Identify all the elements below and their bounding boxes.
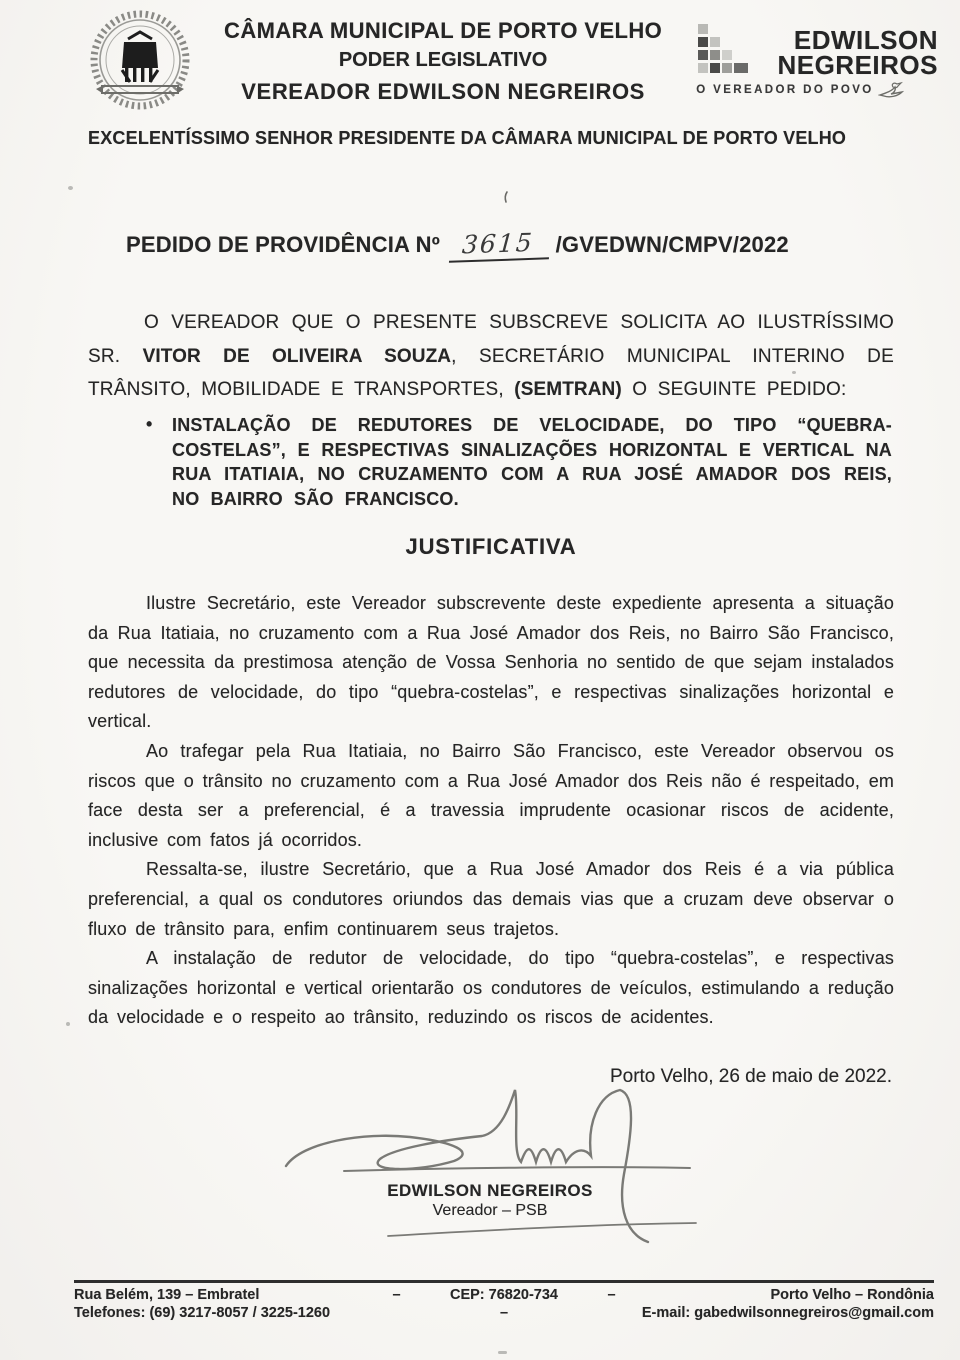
handwritten-protocol-number: 3615	[449, 227, 551, 263]
request-item-text: INSTALAÇÃO DE REDUTORES DE VELOCIDADE, DO TIPO “QUEBRA-COSTELAS”, E RESPECTIVAS SINALIZAÇÕES HORIZONTAL E VERTICAL NA RUA ITATIAIA, NO CRUZAMENTO COM A RUA JOSÉ AMADOR DOS REIS, NO BAIRRO SÃO FRANCISCO.	[172, 415, 892, 509]
agency-acronym: (SEMTRAN)	[514, 379, 622, 400]
dove-icon	[878, 81, 904, 99]
date-place-line: Porto Velho, 26 de maio de 2022.	[609, 1066, 892, 1087]
intro-text-1: O VEREADOR QUE O PRESENTE SUBSCREVE SOLICITA AO ILUSTRÍSSIMO SR.	[88, 312, 894, 367]
personal-logo	[696, 22, 938, 99]
letterhead	[84, 6, 938, 118]
scan-speck	[68, 186, 73, 190]
title-suffix: /GVEDWN/CMPV/2022	[555, 232, 789, 257]
footer-phones: Telefones: (69) 3217-8057 / 3225-1260	[74, 1305, 331, 1321]
justification-heading: JUSTIFICATIVA	[405, 534, 577, 559]
footer-cep: CEP: 76820-734	[449, 1287, 558, 1303]
request-intro-paragraph	[88, 306, 894, 407]
footer-address: Rua Belém, 139 – Embratel	[74, 1287, 260, 1303]
justification-paragraph: Ao trafegar pela Rua Itatiaia, no Bairro São Francisco, este Vereador observou os riscos que o trânsito no cruzamento com a Rua José Amador dos Reis não é respeitado, em face desta ser a preferencial, é a travessia imprudente ocasionar riscos de acidente, inclusive com fatos já ocorridos.	[88, 740, 894, 850]
signatory-name: EDWILSON NEGREIROS	[387, 1181, 593, 1200]
bullet-icon: •	[146, 414, 153, 434]
footer-separator: –	[392, 1287, 401, 1303]
justification-body	[88, 589, 894, 1033]
footer-separator: –	[499, 1305, 509, 1321]
stray-pen-mark	[500, 190, 512, 204]
justification-paragraph: Ilustre Secretário, este Vereador subscrevente deste expediente apresenta a situação da Rua Itatiaia, no cruzamento com a Rua José Amador dos Reis, no Bairro São Francisco, que necessita da prestimosa atenção de Vossa Senhoria no sentido de que sejam instalados redutores de velocidade, do tipo “quebra-costelas”, e respectivas sinalizações horizontal e vertical.	[88, 593, 894, 732]
request-item-row	[146, 413, 892, 511]
org-officeholder: VEREADOR EDWILSON NEGREIROS	[241, 79, 645, 104]
justification-paragraph: Ressalta-se, ilustre Secretário, que a Rua José Amador dos Reis é a via pública preferencial, a qual os condutores oriundos das demais vias que a cruzam deve observar o fluxo de trânsito para, enfim continuarem seus trajetos.	[88, 859, 894, 939]
title-prefix: PEDIDO DE PROVIDÊNCIA Nº	[126, 232, 440, 257]
footer-city: Porto Velho – Rondônia	[770, 1287, 934, 1303]
document-title	[126, 229, 789, 261]
scan-speck	[498, 1351, 507, 1354]
justification-paragraph: A instalação de redutor de velocidade, do tipo “quebra-costelas”, e respectivas sinalizações horizontal e vertical orientarão os condutores de veículos, estimulando a redução da velocidade e o respeito ao trânsito, reduzindo os riscos de acidentes.	[88, 948, 894, 1028]
org-name: CÂMARA MUNICIPAL DE PORTO VELHO	[224, 18, 663, 43]
scan-speck	[66, 1022, 70, 1026]
intro-text-3: O SEGUINTE PEDIDO:	[621, 379, 847, 400]
logo-tagline: O VEREADOR DO POVO	[696, 84, 874, 96]
footer-email: E-mail: gabedwilsonnegreiros@gmail.com	[641, 1305, 934, 1321]
camara-municipal-seal-icon	[84, 6, 196, 118]
handwritten-signature-icon	[268, 1082, 714, 1260]
addressee-line: EXCELENTÍSSIMO SENHOR PRESIDENTE DA CÂMARA MUNICIPAL DE PORTO VELHO	[88, 128, 847, 148]
signatory-role: Vereador – PSB	[432, 1202, 548, 1219]
org-branch: PODER LEGISLATIVO	[338, 49, 548, 71]
scan-speck	[792, 371, 796, 374]
footer	[74, 1280, 934, 1321]
intro-text-2: , SECRETÁRIO MUNICIPAL INTERINO DE TRÂNSITO, MOBILIDADE E TRANSPORTES,	[88, 345, 894, 400]
letterhead-org-block	[214, 18, 672, 105]
stairs-blocks-icon	[696, 22, 750, 78]
logo-politician-name: EDWILSON NEGREIROS	[777, 25, 938, 80]
secretary-name: VITOR DE OLIVEIRA SOUZA	[142, 345, 452, 367]
footer-separator: –	[607, 1287, 616, 1303]
